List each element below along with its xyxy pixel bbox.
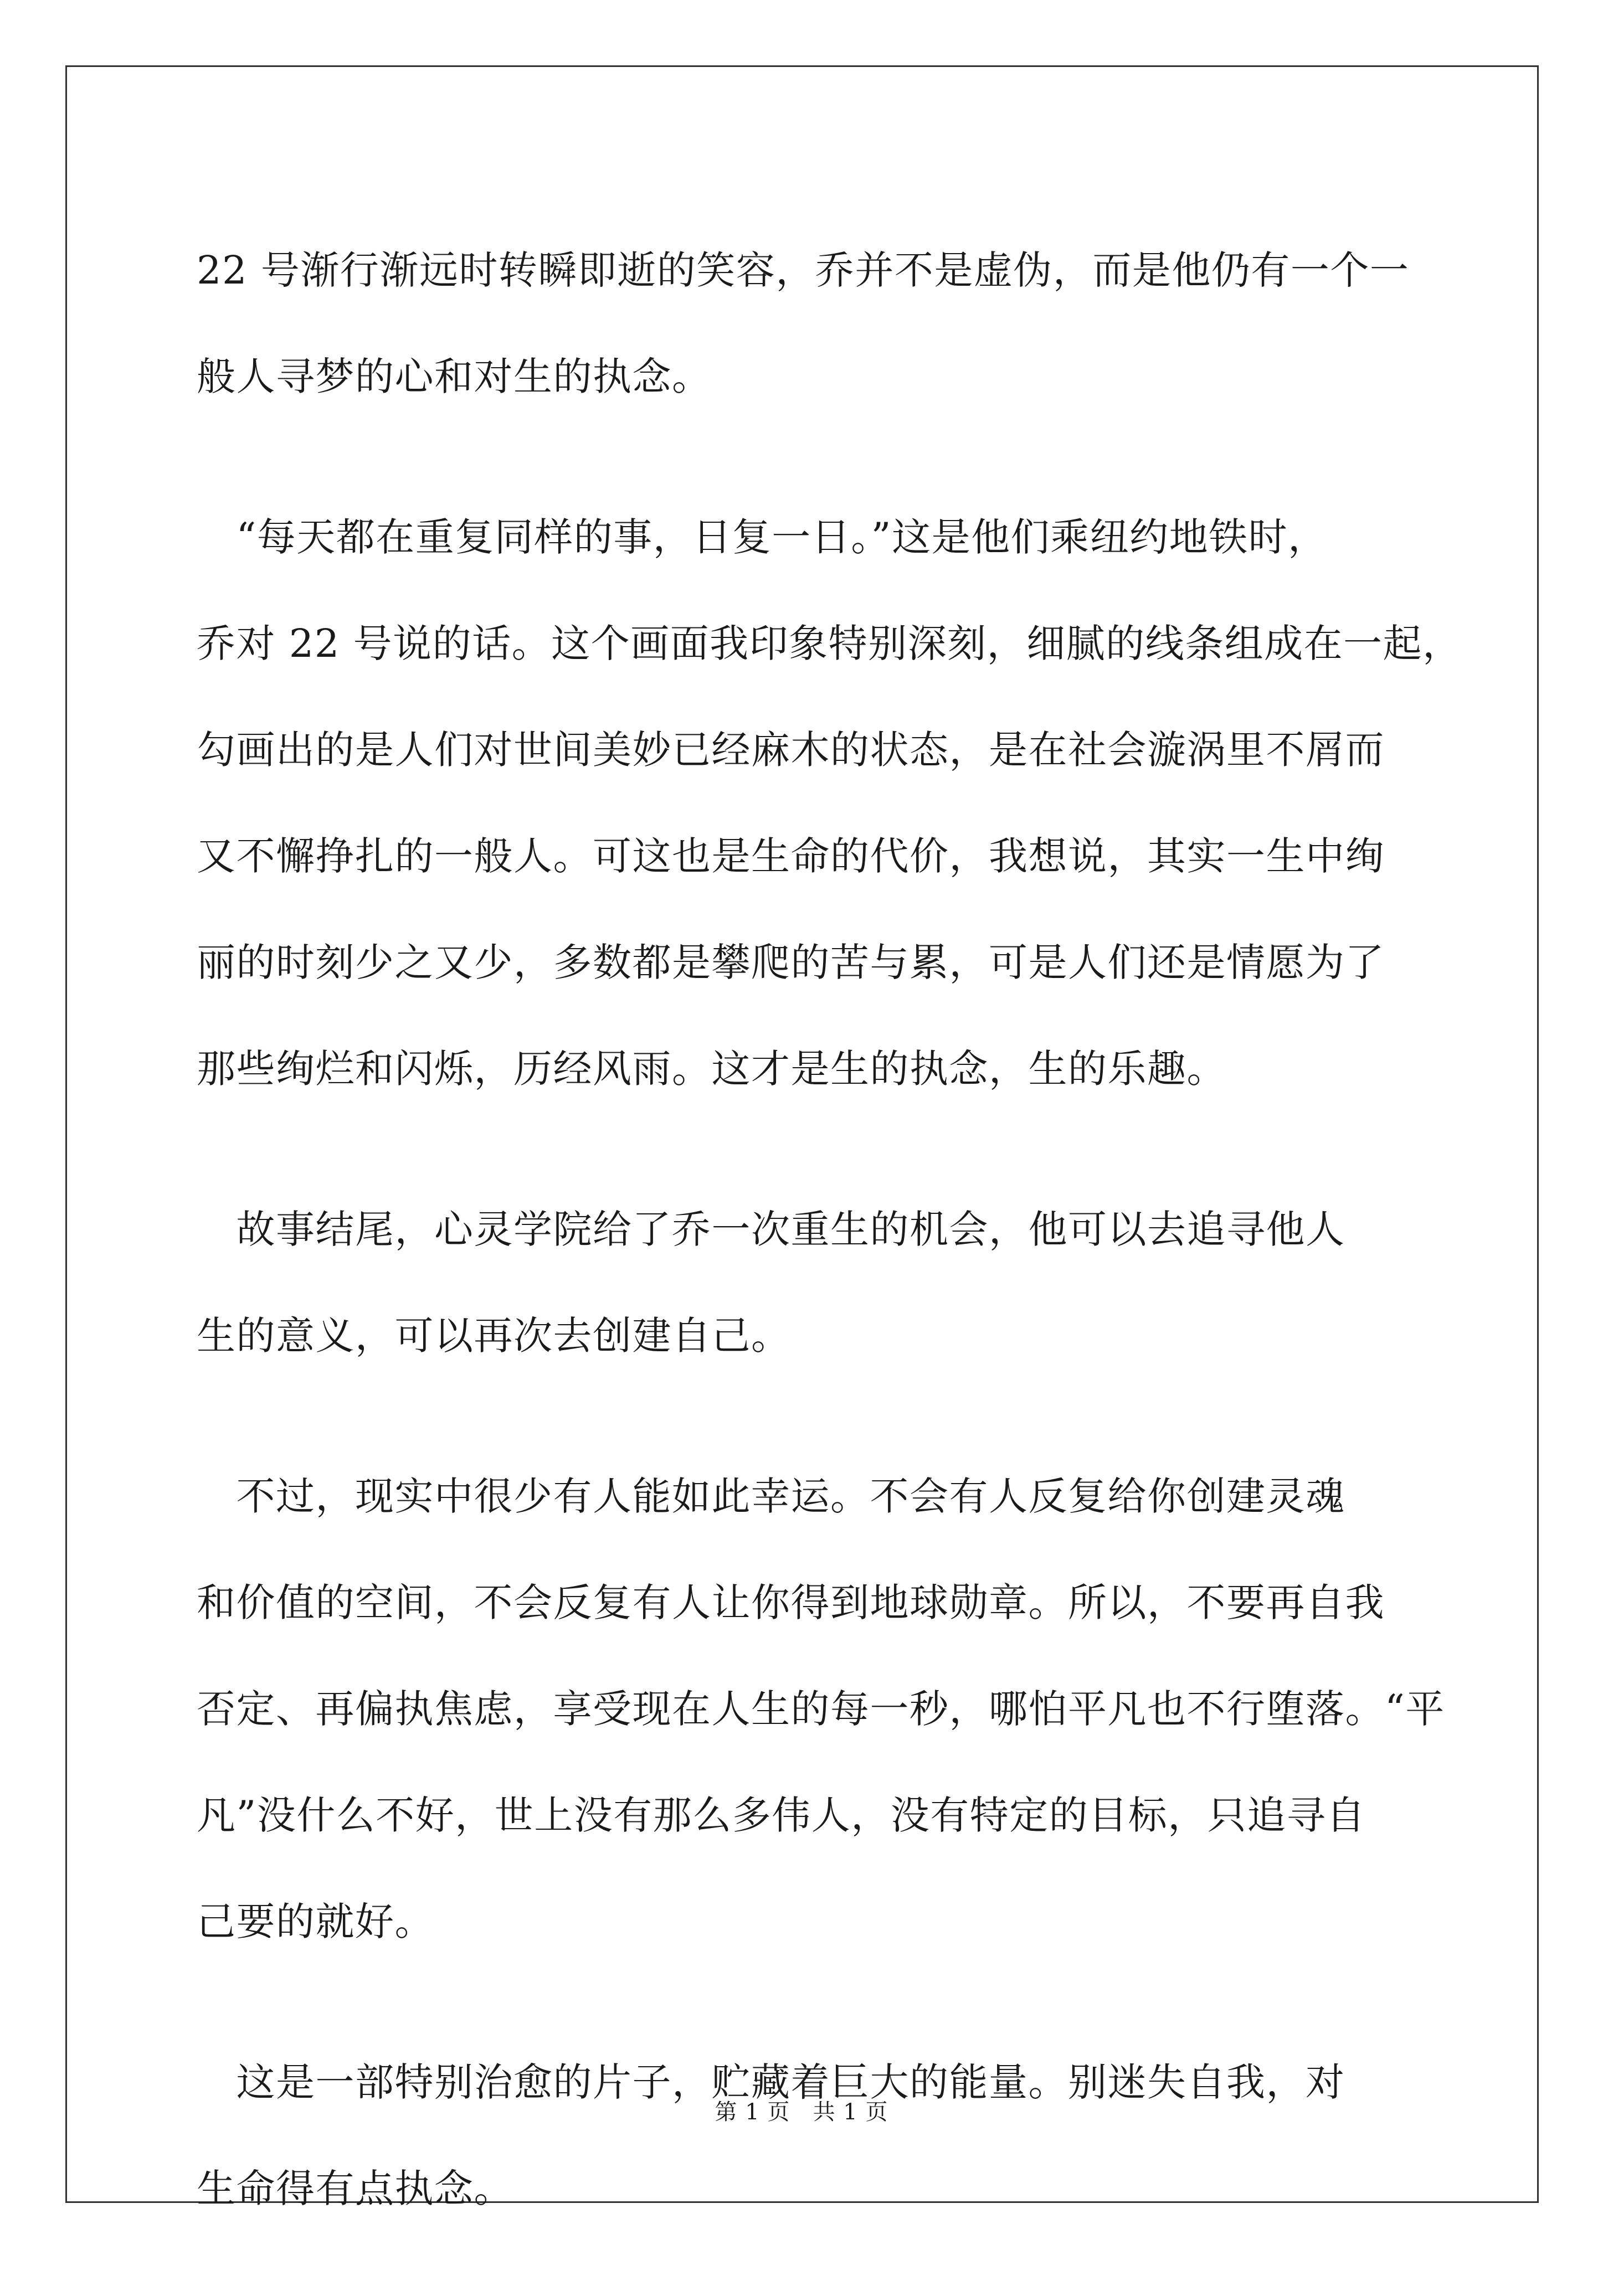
text-line: “每天都在重复同样的事，日复一日。”这是他们乘纽约地铁时， (197, 514, 1328, 560)
text-line: 故事结尾，心灵学院给了乔一次重生的机会，他可以去追寻他人 (197, 1207, 1345, 1252)
paragraph-5 (197, 2029, 1415, 2242)
text-line: 勾画出的是人们对世间美妙已经麻木的状态，是在社会漩涡里不屑而 (197, 727, 1385, 773)
text-line: 否定、再偏执焦虑，享受现在人生的每一秒，哪怕平凡也不行堕落。“平 (197, 1686, 1445, 1732)
footer-separator (790, 2099, 813, 2125)
page-number-label: 第 1 页 (715, 2099, 790, 2125)
paragraph-2 (197, 484, 1462, 1122)
text-line: 生的意义，可以再次去创建自己。 (197, 1313, 791, 1358)
text-line: 丽的时刻少之又少，多数都是攀爬的苦与累，可是人们还是情愿为了 (197, 940, 1385, 985)
text-line: 己要的就好。 (197, 1899, 434, 1944)
text-line: 般人寻梦的心和对生的执念。 (197, 354, 712, 399)
document-body (197, 217, 1462, 2296)
text-line: 不过，现实中很少有人能如此幸运。不会有人反复给你创建灵魂 (197, 1474, 1345, 1519)
paragraph-1 (197, 217, 1415, 430)
text-line: 这是一部特别治愈的片子，贮藏着巨大的能量。别迷失自我，对 (197, 2060, 1345, 2105)
text-line: 和价值的空间，不会反复有人让你得到地球勋章。所以，不要再自我 (197, 1580, 1385, 1625)
text-line: 22 号渐行渐远时转瞬即逝的笑容，乔并不是虚伪，而是他仍有一个一 (197, 248, 1410, 293)
page-total-label: 共 1 页 (813, 2099, 888, 2125)
text-line: 那些绚烂和闪烁，历经风雨。这才是生的执念，生的乐趣。 (197, 1046, 1226, 1092)
text-line: 凡”没什么不好，世上没有那么多伟人，没有特定的目标，只追寻自 (197, 1793, 1366, 1838)
paragraph-3 (197, 1176, 1415, 1389)
text-line: 又不懈挣扎的一般人。可这也是生命的代价，我想说，其实一生中绚 (197, 833, 1385, 879)
text-line: 生命得有点执念。 (197, 2166, 513, 2211)
page-footer (0, 2094, 1603, 2126)
text-line: 乔对 22 号说的话。这个画面我印象特别深刻，细腻的线条组成在一起， (197, 621, 1462, 666)
paragraph-4 (197, 1443, 1445, 1975)
